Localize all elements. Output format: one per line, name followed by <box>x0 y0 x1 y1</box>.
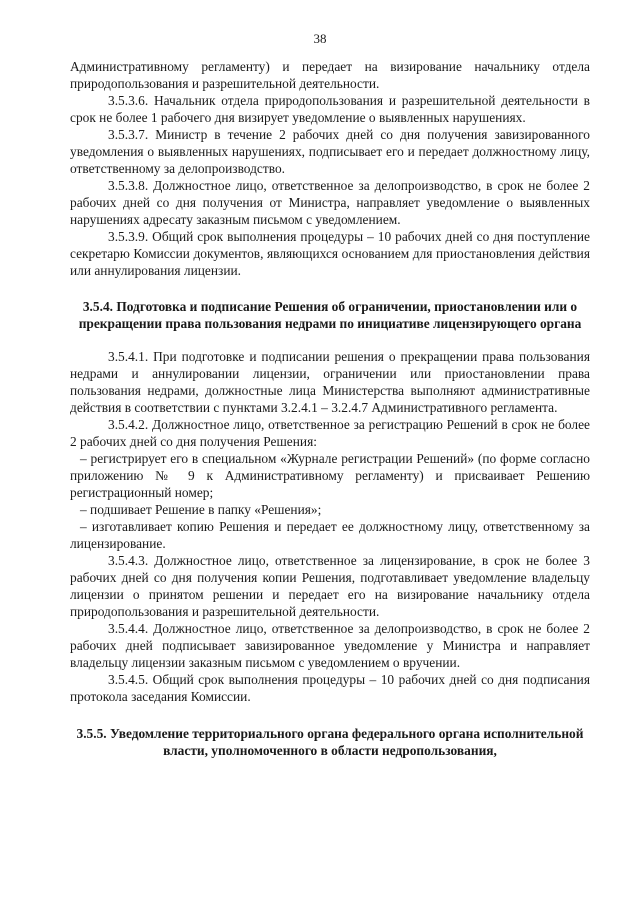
list-item-copy: – изготавливает копию Решения и передает ее должностному лицу, ответственному за лицензирование. <box>70 519 590 551</box>
spacer <box>70 279 590 298</box>
paragraph-3-5-4-5: 3.5.4.5. Общий срок выполнения процедуры – 10 рабочих дней со дня подписания протокола заседания Комиссии. <box>70 672 590 704</box>
paragraph-3-5-4-3: 3.5.4.3. Должностное лицо, ответственное за лицензирование, в срок не более 3 рабочих дней со дня получения копии Решения, подготавливает уведомление владельцу лицензии о принятом решении и передает его на визирование начальнику отдела природопользования и разрешительной деятельности. <box>70 553 590 619</box>
section-heading-3-5-5: 3.5.5. Уведомление территориального органа федерального органа исполнительной власти, уполномоченного в области недропользования, <box>76 726 584 758</box>
page-number: 38 <box>313 31 327 46</box>
spacer <box>70 332 590 348</box>
paragraph-3-5-3-9: 3.5.3.9. Общий срок выполнения процедуры – 10 рабочих дней со дня поступление секретарю Комиссии документов, являющихся основанием для приостановления действия или аннулирования лицензии. <box>70 229 590 278</box>
list-item-register: – регистрирует его в специальном «Журнале регистрации Решений» (по форме согласно приложению № 9 к Административному регламенту) и присваивает Решению регистрационный номер; <box>70 451 590 500</box>
document-body <box>70 58 590 759</box>
paragraph-3-5-4-2: 3.5.4.2. Должностное лицо, ответственное за регистрацию Решений в срок не более 2 рабочих дней со дня получения Решения: <box>70 417 590 449</box>
paragraph-3-5-3-6: 3.5.3.6. Начальник отдела природопользования и разрешительной деятельности в срок не более 1 рабочего дня визирует уведомление о выявленных нарушениях. <box>70 93 590 125</box>
paragraph-3-5-3-7: 3.5.3.7. Министр в течение 2 рабочих дней со дня получения завизированного уведомления о выявленных нарушениях, подписывает его и передает должностному лицу, ответственному за делопроизводство. <box>70 127 590 176</box>
list-item-file: – подшивает Решение в папку «Решения»; <box>80 502 322 517</box>
paragraph-3-5-4-1: 3.5.4.1. При подготовке и подписании решения о прекращении права пользования недрами и аннулировании лицензии, ограничении или приостановлении права пользования недрами, должностные лица Министерства выполняют административные действия в соответствии с пунктами 3.2.4.1 – 3.2.4.7 Административного регламента. <box>70 349 590 415</box>
paragraph-continuation: Административному регламенту) и передает на визирование начальнику отдела природопользования и разрешительной деятельности. <box>70 59 590 91</box>
paragraph-3-5-4-4: 3.5.4.4. Должностное лицо, ответственное за делопроизводство, в срок не более 2 рабочих дней подписывает завизированное уведомление у Министра и направляет владельцу лицензии заказным письмом с уведомлением о вручении. <box>70 621 590 670</box>
spacer <box>70 705 590 725</box>
section-heading-3-5-4: 3.5.4. Подготовка и подписание Решения об ограничении, приостановлении или о прекращении права пользования недрами по инициативе лицензирующего органа <box>78 299 582 331</box>
paragraph-3-5-3-8: 3.5.3.8. Должностное лицо, ответственное за делопроизводство, в срок не более 2 рабочих дней со дня получения от Министра, направляет уведомление о выявленных нарушениях адресату заказным письмом с уведомлением. <box>70 178 590 227</box>
